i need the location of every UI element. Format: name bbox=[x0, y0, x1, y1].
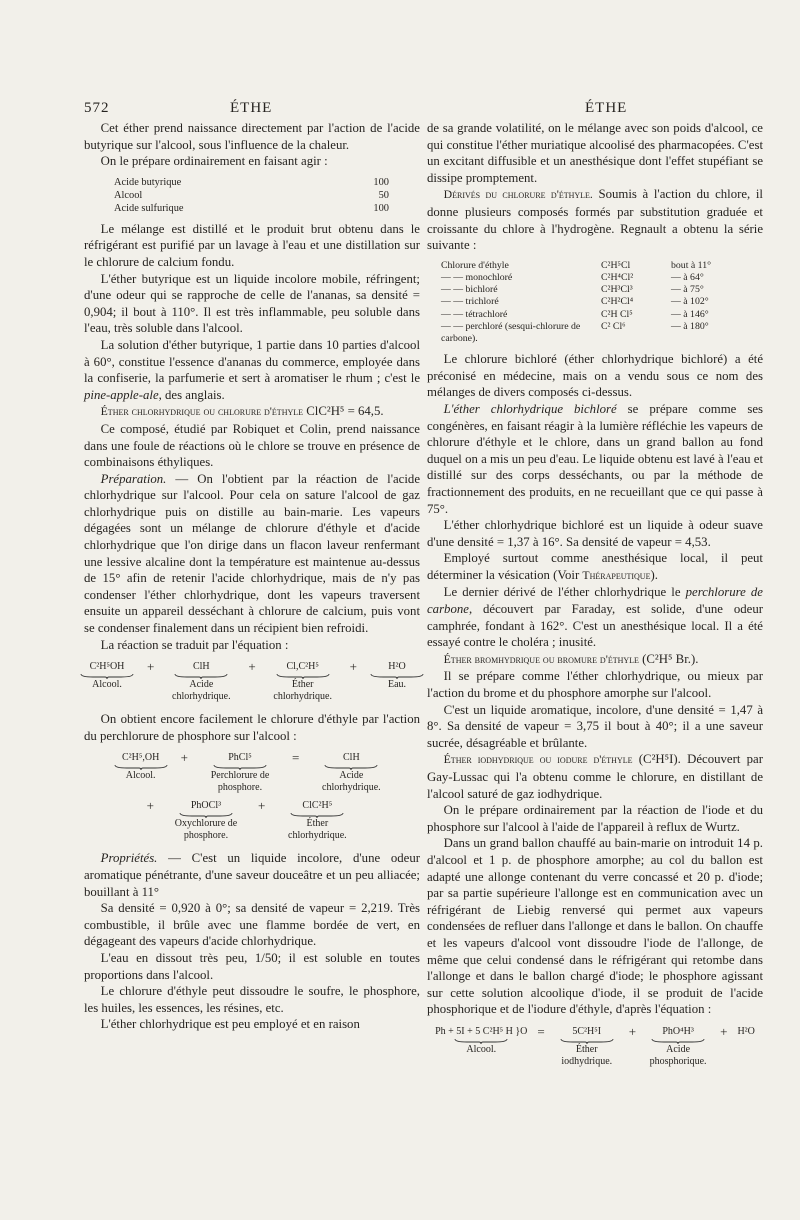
table-row bbox=[441, 272, 761, 284]
table-row bbox=[441, 321, 761, 345]
eq-term bbox=[555, 1026, 619, 1068]
section-heading bbox=[427, 651, 763, 669]
eq-formula: H²O bbox=[388, 661, 406, 673]
table-cell: — à 75° bbox=[671, 284, 704, 296]
paragraph: Le mélange est distillé et le produit brut obtenu dans le réfrigérant est purifié par un lavage à l'eau et une distillation sur le chlorure de calcium fondu. bbox=[84, 221, 420, 269]
table-cell: — — monochloré bbox=[441, 271, 513, 283]
eq-label: Alcool. bbox=[125, 770, 156, 782]
page-number: 572 bbox=[84, 100, 110, 116]
recipe-row bbox=[114, 202, 389, 215]
table-cell: C² Cl⁶ bbox=[601, 320, 626, 332]
heading-smallcaps: Éther iodhydrique ou iodure d'éthyle bbox=[443, 753, 633, 767]
recipe-qty: 100 bbox=[373, 176, 389, 188]
paragraph: On le prépare ordinairement en faisant agir : bbox=[100, 154, 328, 169]
heading-smallcaps: Éther bromhydrique ou bromure d'éthyle bbox=[443, 652, 639, 666]
eq-operator: + bbox=[258, 798, 266, 814]
eq-operator: + bbox=[349, 659, 358, 675]
text-run: — C'est un liquide incolore, d'une odeur aromatique pénétrante, d'une saveur douceâtre et un peu alliacée; bouillant à 11° bbox=[84, 851, 420, 899]
table-cell: — à 102° bbox=[671, 296, 709, 308]
eq-operator: + bbox=[720, 1023, 728, 1039]
eq-label: Éther chlorhydrique. bbox=[273, 679, 332, 703]
eq-label: Éther chlorhydrique. bbox=[288, 818, 347, 842]
eq-formula: C²H⁵OH bbox=[89, 661, 125, 673]
table-cell: — à 146° bbox=[671, 308, 709, 320]
text-run: La solution d'éther butyrique, 1 partie dans 10 parties d'alcool à 60°, constitue l'essence d'ananas du commerce, employée dans la confiserie, la parfumerie et sert à aromatiser le rhum ; c'est le bbox=[84, 337, 420, 386]
paragraph: Dans un grand ballon chauffé au bain-marie on introduit 14 p. d'alcool et 1 p. de phosphore amorphe; au col du ballon est adapté une allonge contenant du verre concassé et 20 p. d'iode; par sa partie supérieure l'allonge est en communication avec un réfrigérant de Liebig renversé qui permet aux vapeurs condensées de refluer dans l'allonge et dans le ballon. On chauffe et les vapeurs d'alcool vont dissoudre l'iode de l'allonge, de même que celui condensé dans le réfrigérant qui retombe dans l'allonge et dans le ballon chargé d'iode; le phosphore agissant sur cette solution alcoolique d'iode, il se produit de l'acide phosphorique et de l'iodure d'éthyle, d'après l'équation : bbox=[427, 836, 763, 1017]
table-cell: — — trichloré bbox=[441, 296, 499, 308]
text-run: — On l'obtient par la réaction de l'acide chlorhydrique sur l'alcool. Pour cela on sature l'alcool de gaz chlorhydrique puis on distille au bain-marie. Les vapeurs dégagées sont un mélange de chlorure d'éthyle et d'acide chlorhydrique que l'on dirige dans un flacon laveur renfermant une lessive alcaline dont la température est maintenue au-dessus de 15° afin de retenir l'acide chlorhydrique, mais de n'y pas condenser l'éther chlorhydrique, dont les vapeurs traversent ensuite un appareil desséchant à chlorure de calcium, puis vont se condenser finalement dans un récipient bien refroidi. bbox=[84, 471, 420, 636]
running-title-left: ÉTHE bbox=[230, 100, 273, 116]
paragraph: Il se prépare comme l'éther chlorhydrique, ou mieux par l'action du brome et du phosphore amorphe sur l'alcool. bbox=[427, 669, 763, 701]
recipe-name: Acide sulfurique bbox=[114, 202, 184, 214]
recipe-qty: 100 bbox=[373, 202, 389, 214]
paragraph: L'éther chlorhydrique est peu employé et en raison bbox=[100, 1017, 360, 1032]
italic-heading: Propriétés. bbox=[100, 851, 158, 866]
table-cell: C²H⁵Cl bbox=[601, 259, 631, 271]
text-run: Le dernier dérivé de l'éther chlorhydrique le bbox=[443, 585, 686, 600]
paragraph bbox=[84, 337, 420, 403]
eq-term bbox=[166, 800, 246, 842]
heading-smallcaps: Éther chlorhydrique ou chlorure d'éthyle bbox=[100, 405, 304, 419]
table-cell: Chlorure d'éthyle bbox=[441, 259, 509, 271]
eq-formula: PhCl⁵ bbox=[228, 752, 252, 764]
eq-label: Alcool. bbox=[466, 1043, 497, 1055]
paragraph: Le chlorure d'éthyle peut dissoudre le soufre, le phosphore, les huiles, les essences, les résines, etc. bbox=[84, 984, 420, 1015]
recipe-table bbox=[114, 176, 389, 215]
chlorination-series-table bbox=[441, 260, 761, 345]
paragraph: Le chlorure bichloré (éther chlorhydrique bichloré) a été préconisé en médecine, mais on a vendu sous ce nom des mélanges de divers composés ci-dessus. bbox=[427, 352, 763, 400]
eq-formula-part: Ph + 5I + 5 bbox=[435, 1025, 481, 1037]
table-cell: C²H Cl⁵ bbox=[601, 308, 633, 320]
eq-operator: + bbox=[628, 1023, 637, 1039]
paragraph: On le prépare ordinairement par la réaction de l'iode et du phosphore sur l'alcool à l'aide de l'appareil à reflux de Wurtz. bbox=[427, 803, 763, 834]
table-cell: C²H⁴Cl² bbox=[601, 271, 634, 283]
eq-label: Alcool. bbox=[92, 679, 122, 691]
table-cell: C²H³Cl³ bbox=[601, 284, 633, 296]
text-run: Employé surtout comme anesthésique local, il peut déterminer la vésication (Voir bbox=[427, 551, 763, 582]
eq-term bbox=[113, 752, 169, 782]
eq-term bbox=[311, 752, 391, 794]
paragraph: La réaction se traduit par l'équation : bbox=[100, 637, 289, 652]
eq-label: Oxychlorure de phosphore. bbox=[174, 818, 238, 842]
eq-term bbox=[737, 1026, 754, 1038]
paragraph bbox=[84, 471, 420, 637]
paragraph: Ce composé, étudié par Robiquet et Colin, prend naissance dans une foule de réactions où le chlore se trouve en présence de combinaisons éthyliques. bbox=[84, 421, 420, 470]
eq-term bbox=[646, 1026, 710, 1068]
italic-heading: Préparation. bbox=[100, 471, 167, 486]
formula: (C²H⁵ Br.). bbox=[638, 651, 699, 666]
table-cell: bout à 11° bbox=[671, 259, 712, 271]
text-run: (C²H⁵I). Découvert par Gay-Lussac qui l'a obtenu comme le chlorure, en distillant de l'alcool saturé de gaz iodhydrique. bbox=[427, 752, 763, 801]
eq-operator: + bbox=[248, 659, 256, 675]
eq-term bbox=[268, 661, 338, 703]
paragraph bbox=[427, 401, 763, 517]
eq-formula: ClH bbox=[343, 752, 360, 764]
left-column bbox=[84, 120, 420, 1033]
recipe-row bbox=[114, 176, 389, 189]
eq-formula bbox=[435, 1026, 527, 1038]
table-cell: — à 180° bbox=[671, 320, 709, 332]
paragraph: de sa grande volatilité, on le mélange avec son poids d'alcool, ce qui constitue l'éther muriatique alcoolisé des pharmacopées. C'est un excitant diffusible et un anesthésique dont l'effet stupéfiant se dissipe promptement. bbox=[427, 121, 763, 185]
eq-formula: 5C²H⁵I bbox=[572, 1025, 602, 1037]
eq-term bbox=[277, 800, 357, 842]
text-run: , découvert par Faraday, est solide, d'une odeur camphrée, fondant à 162°. C'est un anesthésique local. Il a été essayé contre le choléra ; inusité. bbox=[427, 602, 763, 650]
running-title-right: ÉTHE bbox=[585, 100, 628, 116]
eq-formula: PhO⁴H³ bbox=[662, 1025, 694, 1037]
eq-label: Acide phosphorique. bbox=[649, 1043, 707, 1067]
table-cell: — — tétrachloré bbox=[441, 308, 508, 320]
table-row bbox=[441, 284, 761, 296]
paragraph bbox=[427, 550, 763, 584]
table-cell: — à 64° bbox=[671, 271, 704, 283]
eq-label: Eau. bbox=[387, 679, 407, 691]
eq-formula: Cl,C²H⁵ bbox=[286, 661, 319, 673]
eq-formula: ClH bbox=[192, 661, 210, 673]
paragraph: L'éther chlorhydrique bichloré est un liquide à odeur suave d'une densité = 1,37 à 16°. Sa densité de vapeur = 4,53. bbox=[427, 518, 763, 549]
eq-operator: = bbox=[292, 750, 300, 766]
eq-term bbox=[79, 661, 135, 691]
section-heading bbox=[427, 186, 763, 253]
eq-formula: PhOCl³ bbox=[190, 800, 222, 812]
paragraph: C'est un liquide aromatique, incolore, d'une densité = 1,47 à 8°. Sa densité de vapeur = 3,75 il bout à 40°; il a une saveur sucrée, désagréable et brûlante. bbox=[427, 702, 763, 750]
eq-formula: C²H⁵,OH bbox=[121, 752, 160, 764]
recipe-name: Acide butyrique bbox=[114, 176, 182, 188]
recipe-row bbox=[114, 189, 389, 202]
eq-formula-part: C²H⁵ H }O bbox=[482, 1025, 528, 1037]
section-heading bbox=[427, 751, 763, 802]
section-heading bbox=[84, 403, 420, 421]
table-row bbox=[441, 260, 761, 272]
eq-operator: = bbox=[537, 1023, 545, 1039]
eq-formula: ClC²H⁵ bbox=[302, 800, 333, 812]
eq-term bbox=[435, 1026, 527, 1056]
eq-label: Perchlorure de phosphore. bbox=[210, 770, 270, 794]
eq-operator: + bbox=[180, 750, 188, 766]
paragraph: L'eau en dissout très peu, 1/50; il est soluble en toutes proportions dans l'alcool. bbox=[84, 950, 420, 982]
equation-3 bbox=[427, 1023, 763, 1068]
paragraph bbox=[427, 584, 763, 650]
paragraph: On obtient encore facilement le chlorure d'éthyle par l'action du perchlorure de phosphore sur l'alcool : bbox=[84, 712, 420, 743]
equation-1 bbox=[84, 661, 420, 703]
eq-label: Acide chlorhydrique. bbox=[322, 770, 381, 794]
recipe-name: Alcool bbox=[114, 189, 143, 201]
text-run: Soumis à l'action du chlore, il donne plusieurs composés formés par substitution graduée et croissante du chlore à l'hydrogène. Regnault a obtenu la série suivante : bbox=[427, 187, 763, 253]
eq-term bbox=[369, 661, 425, 691]
italic-term: pine-apple-ale bbox=[84, 387, 159, 402]
table-cell: C²H²Cl⁴ bbox=[601, 296, 634, 308]
paragraph: Cet éther prend naissance directement par l'action de l'acide butyrique sur l'alcool, sous l'influence de la chaleur. bbox=[84, 121, 420, 152]
eq-label: Éther iodhydrique. bbox=[561, 1043, 613, 1067]
text-run: se prépare comme ses congénères, en faisant réagir à la lumière réfléchie les vapeurs de chlorure d'éthyle et le chlore, dans un grand ballon au fond duquel on a mis un peu d'eau. Le liquide obtenu est lavé à l'eau et distillé sur des corps desséchants, ou par la méthode de fractionnement des produits, en ne recueillant que ce qui passe à 75°. bbox=[427, 401, 763, 516]
table-cell: — — perchloré (sesqui-chlorure de carbone). bbox=[441, 320, 581, 344]
right-column bbox=[427, 120, 763, 1076]
text-run: ). bbox=[650, 567, 658, 582]
formula: ClC²H⁵ = 64,5. bbox=[303, 404, 384, 419]
italic-term: perchlorure de carbone bbox=[427, 585, 763, 617]
eq-formula: H²O bbox=[737, 1025, 755, 1037]
paragraph: L'éther butyrique est un liquide incolore mobile, réfringent; d'une odeur qui se rapproche de celle de l'ananas, sa densité = 0,904; il bout à 110°. Il est très inflammable, peu soluble dans l'eau, très soluble dans l'alcool. bbox=[84, 271, 420, 336]
text-run: , des anglais. bbox=[158, 387, 225, 402]
eq-label: Acide chlorhydrique. bbox=[172, 679, 231, 703]
heading-smallcaps: Dérivés du chlorure d'éthyle. bbox=[443, 188, 593, 202]
paragraph bbox=[84, 850, 420, 900]
eq-term bbox=[166, 661, 236, 703]
table-row bbox=[441, 296, 761, 308]
equation-2 bbox=[84, 752, 420, 842]
recipe-qty: 50 bbox=[378, 189, 389, 201]
italic-term: L'éther chlorhydrique bichloré bbox=[443, 401, 617, 416]
eq-operator: + bbox=[146, 798, 154, 814]
paragraph: Sa densité = 0,920 à 0°; sa densité de vapeur = 2,219. Très combustible, il brûle avec une flamme bordée de vert, en dégageant des vapeurs d'acide chlorhydrique. bbox=[84, 901, 420, 949]
table-row bbox=[441, 309, 761, 321]
cross-reference: Thérapeutique bbox=[582, 568, 651, 582]
table-cell: — — bichloré bbox=[441, 284, 498, 296]
eq-operator: + bbox=[146, 659, 155, 675]
eq-term bbox=[200, 752, 280, 794]
